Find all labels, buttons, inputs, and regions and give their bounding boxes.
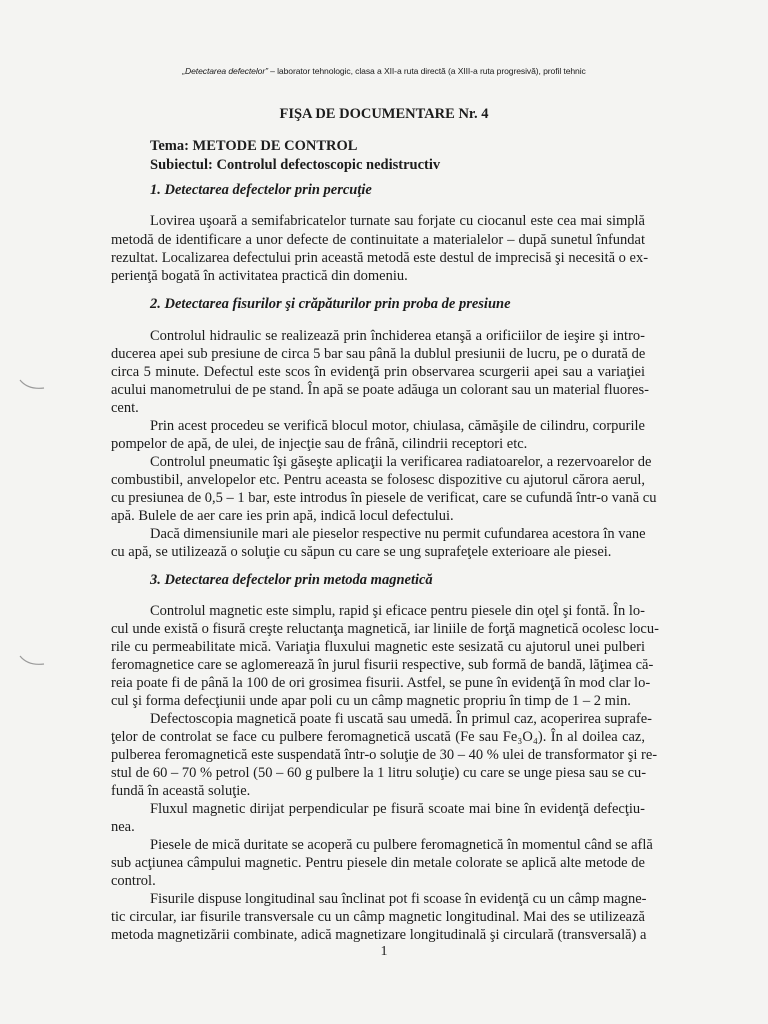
- header-title: „Detectarea defectelor”: [182, 66, 268, 76]
- paragraph-line: metodă de identificare a unor defecte de continuitate a materialelor – după sunetul înfundat: [111, 232, 645, 248]
- paragraph-line: ţelor de controlat se face cu pulbere feromagnetică uscată (Fe sau Fe₃O₄). În al doilea caz,: [111, 729, 645, 745]
- section-1-title: 1. Detectarea defectelor prin percuţie: [150, 182, 372, 198]
- paragraph-line: apă. Bulele de aer care ies prin apă, indică locul defectului.: [111, 508, 454, 524]
- paragraph-line: perienţă bogată în activitatea practică din domeniu.: [111, 268, 408, 284]
- paragraph-line: fundă în această soluţie.: [111, 783, 251, 799]
- paragraph-line: pulberea feromagnetică este suspendată într-o soluţie de 30 – 40 % ulei de transformator şi re-: [111, 747, 658, 763]
- paragraph-line: feromagnetice care se aglomerează în jurul fisurii respective, sub formă de bandă, lăţimea că-: [111, 657, 654, 673]
- paragraph-line: stul de 60 – 70 % petrol (50 – 60 g pulbere la 1 litru soluţie) cu care se unge piesa sau se cu-: [111, 765, 647, 781]
- paragraph-line: circa 5 minute. Defectul este scos în evidenţă prin observarea scurgerii apei sau a variaţiei: [111, 364, 645, 380]
- binder-hole-mark: [18, 654, 48, 668]
- paragraph-line: Controlul hidraulic se realizează prin închiderea etanşă a orificiilor de ieşire şi intro-: [150, 328, 645, 344]
- topic-line: Tema: METODE DE CONTROL: [150, 138, 358, 154]
- paragraph-line: tic circular, iar fisurile transversale cu un câmp magnetic longitudinal. Mai des se utilizează: [111, 909, 645, 925]
- paragraph-line: Defectoscopia magnetică poate fi uscată sau umedă. În primul caz, acoperirea suprafe-: [150, 711, 653, 727]
- paragraph-line: cu presiunea de 0,5 – 1 bar, este introdus în piesele de verificat, care se cufundă într-o vană cu: [111, 490, 657, 506]
- paragraph-line: Prin acest procedeu se verifică blocul motor, chiulasa, cămăşile de cilindru, corpurile: [150, 418, 645, 434]
- page-number: 1: [380, 944, 388, 959]
- section-2-title: 2. Detectarea fisurilor şi crăpăturilor prin proba de presiune: [150, 296, 511, 312]
- paragraph-line: Fluxul magnetic dirijat perpendicular pe fisură scoate mai bine în evidenţă defecţiu-: [150, 801, 645, 817]
- topic-block: [150, 137, 440, 175]
- section-3-title: 3. Detectarea defectelor prin metoda magnetică: [150, 572, 433, 588]
- binder-hole-mark: [18, 378, 48, 392]
- paragraph-line: reia poate fi de până la 100 de ori grosimea fisurii. Astfel, se pune în evidenţă în mod clar lo-: [111, 675, 651, 691]
- running-header: [0, 66, 768, 76]
- paragraph-line: Fisurile dispuse longitudinal sau înclinat pot fi scoase în evidenţă cu un câmp magne-: [150, 891, 647, 907]
- paragraph-line: sub acţiunea câmpului magnetic. Pentru piesele din metale colorate se aplică alte metode de: [111, 855, 645, 871]
- paragraph-line: rile cu permeabilitate mică. Variaţia fluxului magnetic este sesizată cu ajutorul unei pulberi: [111, 639, 645, 655]
- subject-line: Subiectul: Controlul defectoscopic nedistructiv: [150, 157, 441, 173]
- paragraph-line: Dacă dimensiunile mari ale pieselor respective nu permit cufundarea acestora în vane: [150, 526, 646, 542]
- paragraph-line: metoda magnetizării combinate, adică magnetizare longitudinală şi circulară (transversală) a: [111, 927, 647, 943]
- paragraph-line: pompelor de apă, de ulei, de injecţie sau de frână, cilindrii receptori etc.: [111, 436, 528, 452]
- paragraph-line: rezultat. Localizarea defectului prin această metodă este destul de imprecisă şi necesită o ex-: [111, 250, 649, 266]
- paragraph-line: Piesele de mică duritate se acoperă cu pulbere feromagnetică în momentul când se află: [150, 837, 653, 853]
- paragraph-line: cul unde există o fisură creşte reluctanţa magnetică, iar liniile de forţă magnetică ocolesc locu-: [111, 621, 659, 637]
- paragraph-line: control.: [111, 873, 156, 889]
- paragraph-line: acului manometrului de pe stand. În apă se poate adăuga un colorant sau un material fluores-: [111, 382, 649, 398]
- paragraph-line: Lovirea uşoară a semifabricatelor turnate sau forjate cu ciocanul este cea mai simplă: [150, 213, 645, 229]
- paragraph-line: Controlul pneumatic îşi găseşte aplicaţii la verificarea radiatoarelor, a rezervoarelor de: [150, 454, 652, 470]
- paragraph-line: ducerea apei sub presiune de circa 5 bar sau până la dublul presiunii de lucru, pe o durată de: [111, 346, 646, 362]
- paragraph-line: cu apă, se utilizează o soluţie cu săpun cu care se ung suprafeţele exterioare ale piesei.: [111, 544, 612, 560]
- header-subtitle: – laborator tehnologic, clasa a XII-a ruta directă (a XIII-a ruta progresivă), profil tehnic: [267, 66, 586, 76]
- paragraph-line: combustibil, anvelopelor etc. Pentru aceasta se folosesc dispozitive cu ajutorul cărora aerul,: [111, 472, 645, 488]
- paragraph-line: nea.: [111, 819, 135, 835]
- paragraph-line: cul şi forma defecţiunii unde apar poli cu un câmp magnetic propriu în timp de 1 – 2 min.: [111, 693, 631, 709]
- paragraph-line: Controlul magnetic este simplu, rapid şi eficace pentru piesele din oţel şi fontă. În lo-: [150, 603, 645, 619]
- paragraph-line: cent.: [111, 400, 139, 416]
- document-title: FIŞA DE DOCUMENTARE Nr. 4: [279, 106, 489, 122]
